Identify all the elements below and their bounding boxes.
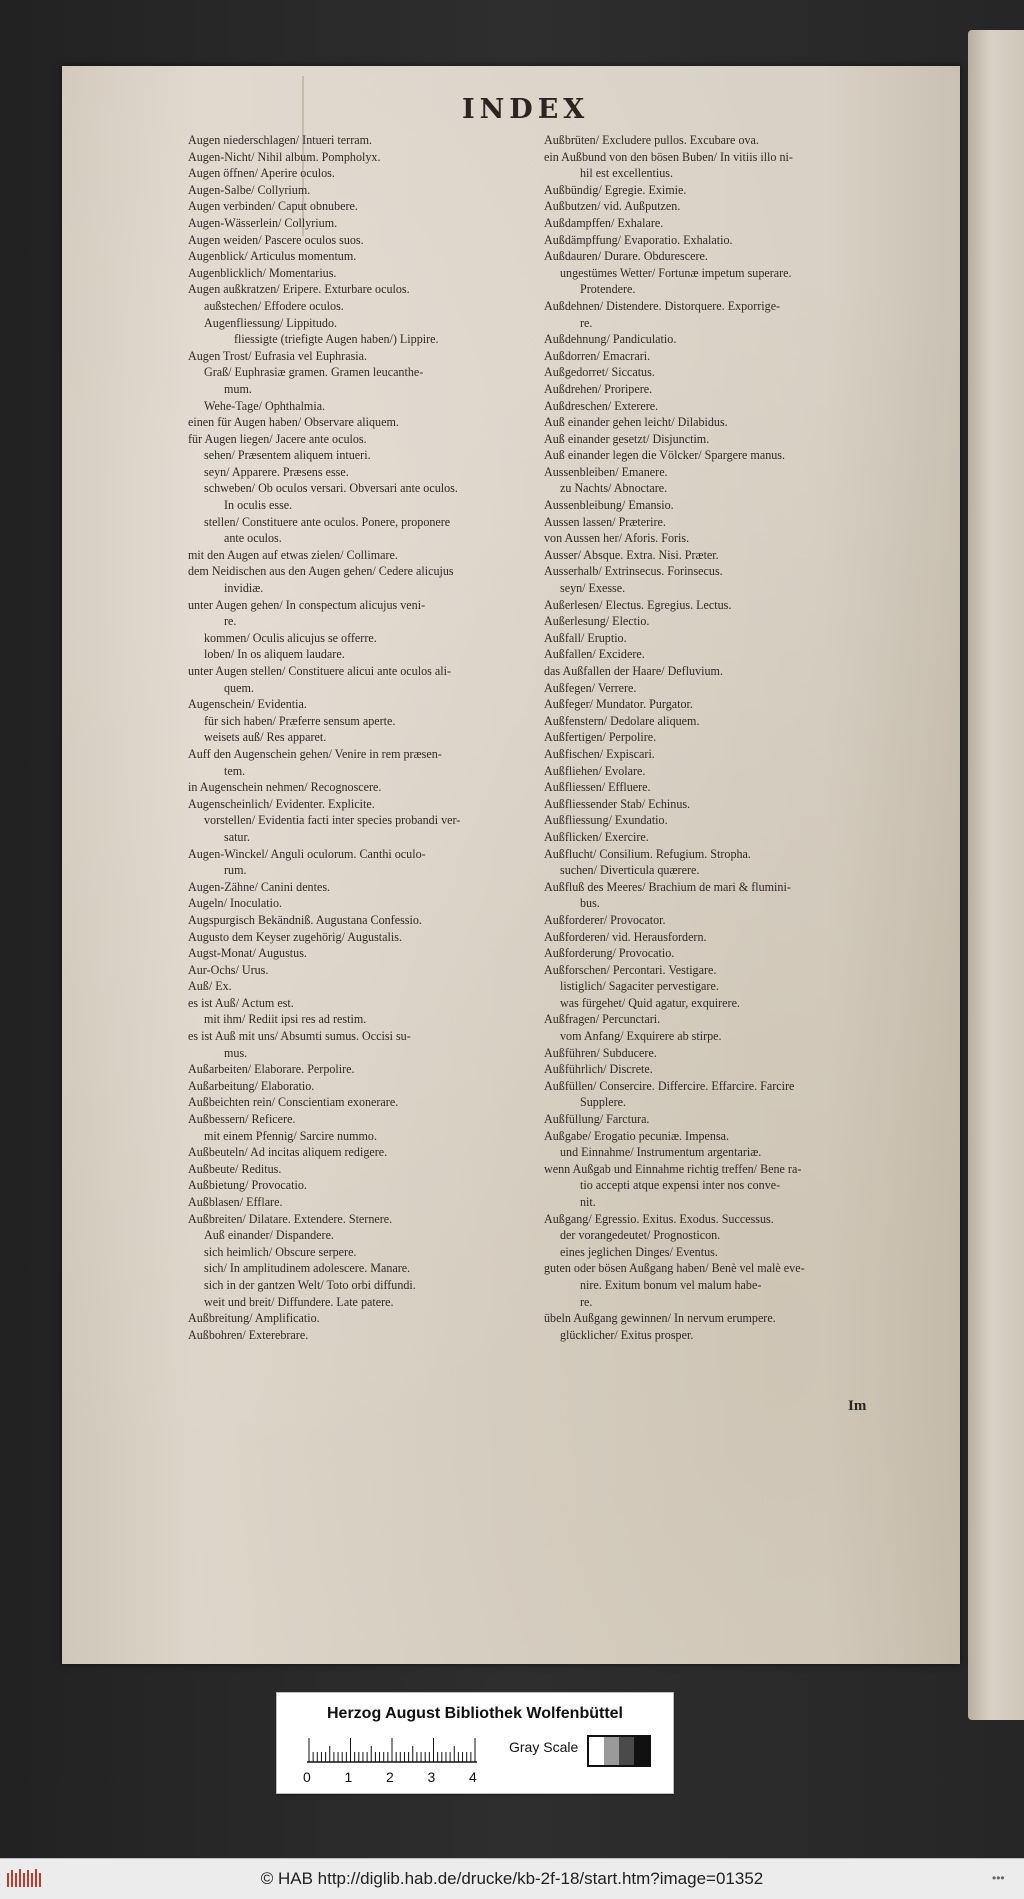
index-entry: unter Augen stellen/ Constituere alicui ante oculos ali- [188, 664, 451, 678]
index-entry: seyn/ Apparere. Præsens esse. [204, 464, 349, 479]
index-entry: Außbessern/ Reficere. [188, 1112, 296, 1127]
index-entry: außstechen/ Effodere oculos. [204, 298, 344, 313]
index-entry: Augen-Salbe/ Collyrium. [188, 182, 311, 197]
gray-swatch [619, 1737, 634, 1765]
index-entry: Augspurgisch Bekändniß. Augustana Confessio. [188, 912, 422, 927]
index-entry: wenn Außgab und Einnahme richtig treffen/ Bene ra- [544, 1161, 802, 1176]
index-entry: Außfliessender Stab/ Echinus. [544, 796, 691, 811]
index-entry: mus. [224, 1045, 248, 1060]
index-entry: Augenschein/ Evidentia. [188, 697, 307, 712]
index-entry: sich/ In amplitudinem adolescere. Manare. [204, 1261, 411, 1276]
index-entry: Außfegen/ Verrere. [544, 680, 637, 695]
index-entry: von Aussen her/ Aforis. Foris. [544, 531, 690, 546]
index-entry: Augen-Zähne/ Canini dentes. [188, 879, 331, 894]
index-entry: invidiæ. [224, 581, 264, 596]
index-entry: mit einem Pfennig/ Sarcire nummo. [204, 1128, 377, 1143]
index-entry: re. [224, 614, 237, 629]
index-entry: Außfüllen/ Consercire. Differcire. Effarcire. Farcire [544, 1078, 795, 1093]
index-entry: re. [580, 315, 593, 330]
index-entry: und Einnahme/ Instrumentum argentariæ. [560, 1145, 762, 1160]
index-entry: Augenblick/ Articulus momentum. [188, 249, 357, 264]
ruler-number: 4 [469, 1769, 477, 1785]
index-entry: was fürgehet/ Quid agatur, exquirere. [560, 995, 740, 1010]
index-entry: mit den Augen auf etwas zielen/ Collimare. [188, 547, 398, 562]
index-entry: sehen/ Præsentem aliquem intueri. [204, 448, 371, 463]
index-entry: kommen/ Oculis alicujus se offerre. [204, 630, 377, 645]
index-entry: Außdehnung/ Pandiculatio. [544, 332, 677, 347]
index-entry: Außdorren/ Emacrari. [544, 348, 651, 363]
footer-copyright-url[interactable]: © HAB http://diglib.hab.de/drucke/kb-2f-18/start.htm?image=01352 [260, 1869, 764, 1888]
index-entry: Außgabe/ Erogatio pecuniæ. Impensa. [544, 1128, 730, 1143]
index-entry: Supplere. [580, 1095, 627, 1110]
index-entry: mum. [224, 381, 252, 396]
index-entry: Außbeichten rein/ Conscientiam exonerare. [188, 1095, 399, 1110]
index-entry: übeln Außgang gewinnen/ In nervum erumpere. [544, 1311, 776, 1326]
index-entry: Außfall/ Eruptio. [544, 630, 627, 645]
index-entry: Außfliessung/ Exundatio. [544, 813, 668, 828]
index-entry: Außbündig/ Egregie. Eximie. [544, 182, 687, 197]
gray-swatch [589, 1737, 604, 1765]
index-entry: Augen verbinden/ Caput obnubere. [188, 199, 358, 214]
index-entry: Außforderen/ vid. Herausfordern. [544, 929, 707, 944]
footer-bar [0, 1858, 1024, 1899]
index-entry: Außfallen/ Excidere. [544, 647, 645, 662]
index-entry: für sich haben/ Præferre sensum aperte. [204, 713, 396, 728]
index-entry: Außdampffen/ Exhalare. [544, 215, 664, 230]
index-entry: Aussenbleibung/ Emansio. [544, 498, 674, 513]
index-entry: bus. [580, 896, 600, 911]
index-entry: Außdrehen/ Proripere. [544, 381, 653, 396]
ruler-number: 2 [386, 1769, 394, 1785]
index-entry: ein Außbund von den bösen Buben/ In vitiis illo ni- [544, 149, 793, 164]
gray-swatch [604, 1737, 619, 1765]
adjacent-page-edge [968, 30, 1024, 1720]
index-entry: Außarbeitung/ Elaboratio. [188, 1078, 315, 1093]
gray-scale-label: Gray Scale [509, 1739, 579, 1755]
index-entry: Augen öffnen/ Aperire oculos. [188, 166, 335, 181]
index-entry: Auß einander legen die Völcker/ Spargere manus. [544, 448, 786, 463]
index-entry: unter Augen gehen/ In conspectum alicujus veni- [188, 597, 426, 612]
index-entry: seyn/ Exesse. [560, 581, 626, 596]
index-entry: Augen-Winckel/ Anguli oculorum. Canthi oculo- [188, 846, 426, 861]
page-title: INDEX [462, 94, 590, 125]
index-entry: Außfertigen/ Perpolire. [544, 730, 657, 745]
index-entry: Augenfliessung/ Lippitudo. [204, 315, 338, 330]
index-entry: Außflicken/ Exercire. [544, 829, 649, 844]
index-entry: Außfliessen/ Effluere. [544, 780, 651, 795]
index-entry: Außdehnen/ Distendere. Distorquere. Exporrige- [544, 298, 781, 313]
gray-swatch [634, 1737, 649, 1765]
index-entry: Auß/ Ex. [188, 979, 232, 994]
footer-menu-icon[interactable]: ••• [992, 1871, 1005, 1885]
ruler-number: 0 [303, 1769, 311, 1785]
index-entry: Außfüllung/ Farctura. [544, 1112, 650, 1127]
index-entry: ungestümes Wetter/ Fortunæ impetum superare. [560, 265, 792, 280]
index-entry: vorstellen/ Evidentia facti inter species probandi ver- [204, 813, 461, 828]
index-entry: Außbeuteln/ Ad incitas aliquem redigere. [188, 1145, 388, 1160]
ruler-icon [307, 1737, 477, 1763]
index-entry: nit. [580, 1195, 596, 1209]
index-entry: schweben/ Ob oculos versari. Obversari ante oculos. [204, 481, 458, 496]
index-entry: Außforderer/ Provocator. [544, 912, 666, 927]
index-entry: Außfischen/ Expiscari. [544, 746, 655, 761]
index-entry: Außfeger/ Mundator. Purgator. [544, 697, 693, 712]
index-entry: weisets auß/ Res apparet. [204, 730, 327, 745]
index-entry: Augen-Nicht/ Nihil album. Pompholyx. [188, 149, 381, 164]
index-entry: Außbreiten/ Dilatare. Extendere. Sternere. [188, 1211, 393, 1226]
index-entry: rum. [224, 863, 247, 878]
index-entry: stellen/ Constituere ante oculos. Ponere, proponere [204, 514, 451, 529]
index-entry: tem. [224, 763, 246, 778]
index-entry: Augen niederschlagen/ Intueri terram. [188, 133, 373, 147]
index-column-left [188, 132, 548, 1343]
index-entry: dem Neidischen aus den Augen gehen/ Cedere alicujus [188, 564, 454, 579]
index-entry: satur. [224, 829, 250, 844]
index-entry: quem. [224, 680, 254, 695]
index-entry: Augusto dem Keyser zugehörig/ Augustalis. [188, 929, 402, 944]
index-entry: einen für Augen haben/ Observare aliquem. [188, 415, 399, 430]
index-entry: Augenblicklich/ Momentarius. [188, 265, 337, 280]
index-entry: es ist Auß/ Actum est. [188, 995, 294, 1010]
index-entry: guten oder bösen Außgang haben/ Benè vel malè eve- [544, 1261, 805, 1276]
index-entry: Außgedorret/ Siccatus. [544, 365, 655, 380]
index-entry: Außbeute/ Reditus. [188, 1161, 282, 1176]
ruler-scale [303, 1769, 503, 1787]
index-entry: ante oculos. [224, 531, 282, 546]
index-entry: Außflucht/ Consilium. Refugium. Stropha. [544, 846, 751, 861]
index-entry: Aur-Ochs/ Urus. [188, 962, 269, 977]
index-entry: in Augenschein nehmen/ Recognoscere. [188, 780, 382, 795]
index-entry: nire. Exitum bonum vel malum habe- [580, 1277, 762, 1292]
ruler-number: 1 [344, 1769, 353, 1785]
catchword: Im [848, 1398, 867, 1414]
index-entry: Ausserhalb/ Extrinsecus. Forinsecus. [544, 564, 723, 579]
index-entry: weit und breit/ Diffundere. Late patere. [204, 1294, 394, 1309]
index-entry: Außdämpffung/ Evaporatio. Exhalatio. [544, 232, 733, 247]
index-entry: Protendere. [580, 282, 636, 297]
index-entry: Augen außkratzen/ Eripere. Exturbare oculos. [188, 282, 410, 297]
index-entry: Augen weiden/ Pascere oculos suos. [188, 232, 364, 247]
index-entry: listiglich/ Sagaciter pervestigare. [560, 979, 719, 994]
index-entry: mit ihm/ Rediit ipsi res ad restim. [204, 1012, 367, 1027]
index-entry: Außerlesung/ Electio. [544, 614, 650, 629]
index-column-right [544, 132, 904, 1343]
index-entry: glücklicher/ Exitus prosper. [560, 1327, 694, 1342]
index-entry: Auß einander/ Dispandere. [204, 1228, 334, 1243]
index-entry: Augen Trost/ Eufrasia vel Euphrasia. [188, 348, 368, 363]
index-entry: Auß einander gehen leicht/ Dilabidus. [544, 415, 728, 430]
index-entry: vom Anfang/ Exquirere ab stirpe. [560, 1029, 722, 1044]
index-entry: loben/ In os aliquem laudare. [204, 647, 345, 662]
index-entry: Außgang/ Egressio. Exitus. Exodus. Successus. [544, 1211, 774, 1226]
index-entry: Augen-Wässerlein/ Collyrium. [188, 215, 338, 230]
index-entry: Außerlesen/ Electus. Egregius. Lectus. [544, 597, 732, 612]
index-entry: das Außfallen der Haare/ Defluvium. [544, 664, 723, 678]
gray-scale-swatches [587, 1735, 651, 1767]
index-entry: Außblasen/ Efflare. [188, 1195, 283, 1209]
index-entry: Außbrüten/ Excludere pullos. Excubare ova. [544, 133, 759, 147]
index-entry: Außforschen/ Percontari. Vestigare. [544, 962, 717, 977]
index-entry: Außfliehen/ Evolare. [544, 763, 646, 778]
index-entry: Außführen/ Subducere. [544, 1045, 657, 1060]
index-entry: Auß einander gesetzt/ Disjunctim. [544, 431, 710, 446]
index-entry: Außführlich/ Discrete. [544, 1062, 653, 1077]
index-entry: der vorangedeutet/ Prognosticon. [560, 1228, 721, 1243]
index-entry: sich heimlich/ Obscure serpere. [204, 1244, 357, 1259]
index-entry: hil est excellentius. [580, 166, 674, 181]
index-entry: tio accepti atque expensi inter nos conve- [580, 1178, 781, 1193]
index-entry: Wehe-Tage/ Ophthalmia. [204, 398, 326, 413]
index-entry: Augst-Monat/ Augustus. [188, 946, 307, 961]
index-entry: Außbohren/ Exterebrare. [188, 1327, 309, 1342]
index-entry: Aussenbleiben/ Emanere. [544, 464, 668, 479]
library-name: Herzog August Bibliothek Wolfenbüttel [327, 1705, 623, 1722]
index-entry: Aussen lassen/ Præterire. [544, 514, 666, 529]
index-entry: Außdreschen/ Exterere. [544, 398, 659, 413]
library-scale-label [276, 1692, 674, 1794]
index-entry: Außarbeiten/ Elaborare. Perpolire. [188, 1062, 355, 1077]
index-entry: re. [580, 1294, 593, 1309]
index-entry: Außfragen/ Percunctari. [544, 1012, 661, 1027]
index-entry: Ausser/ Absque. Extra. Nisi. Præter. [544, 547, 719, 562]
index-entry: für Augen liegen/ Jacere ante oculos. [188, 431, 367, 446]
index-entry: sich in der gantzen Welt/ Toto orbi diffundi. [204, 1277, 416, 1292]
index-entry: zu Nachts/ Abnoctare. [560, 481, 668, 496]
index-entry: Außfenstern/ Dedolare aliquem. [544, 713, 700, 728]
index-entry: es ist Auß mit uns/ Absumti sumus. Occisi su- [188, 1029, 411, 1044]
index-entry: Außforderung/ Provocatio. [544, 946, 675, 961]
ruler-number: 3 [427, 1769, 436, 1785]
index-entry: Graß/ Euphrasiæ gramen. Gramen leucanthe- [204, 365, 424, 380]
index-entry: In oculis esse. [224, 498, 293, 513]
index-entry: Augeln/ Inoculatio. [188, 896, 283, 911]
index-entry: Augenscheinlich/ Evidenter. Explicite. [188, 796, 375, 811]
index-entry: Außbutzen/ vid. Außputzen. [544, 199, 681, 214]
index-entry: fliessigte (triefigte Augen haben/) Lippire. [234, 332, 439, 347]
index-entry: Außbreitung/ Amplificatio. [188, 1311, 320, 1326]
index-entry: Außfluß des Meeres/ Brachium de mari & flumini- [544, 879, 791, 894]
index-entry: Außdauren/ Durare. Obdurescere. [544, 249, 708, 264]
index-entry: eines jeglichen Dinges/ Eventus. [560, 1244, 718, 1259]
index-entry: Außbietung/ Provocatio. [188, 1178, 307, 1193]
index-entry: Auff den Augenschein gehen/ Venire in rem præsen- [188, 746, 442, 761]
index-entry: suchen/ Diverticula quærere. [560, 863, 700, 878]
